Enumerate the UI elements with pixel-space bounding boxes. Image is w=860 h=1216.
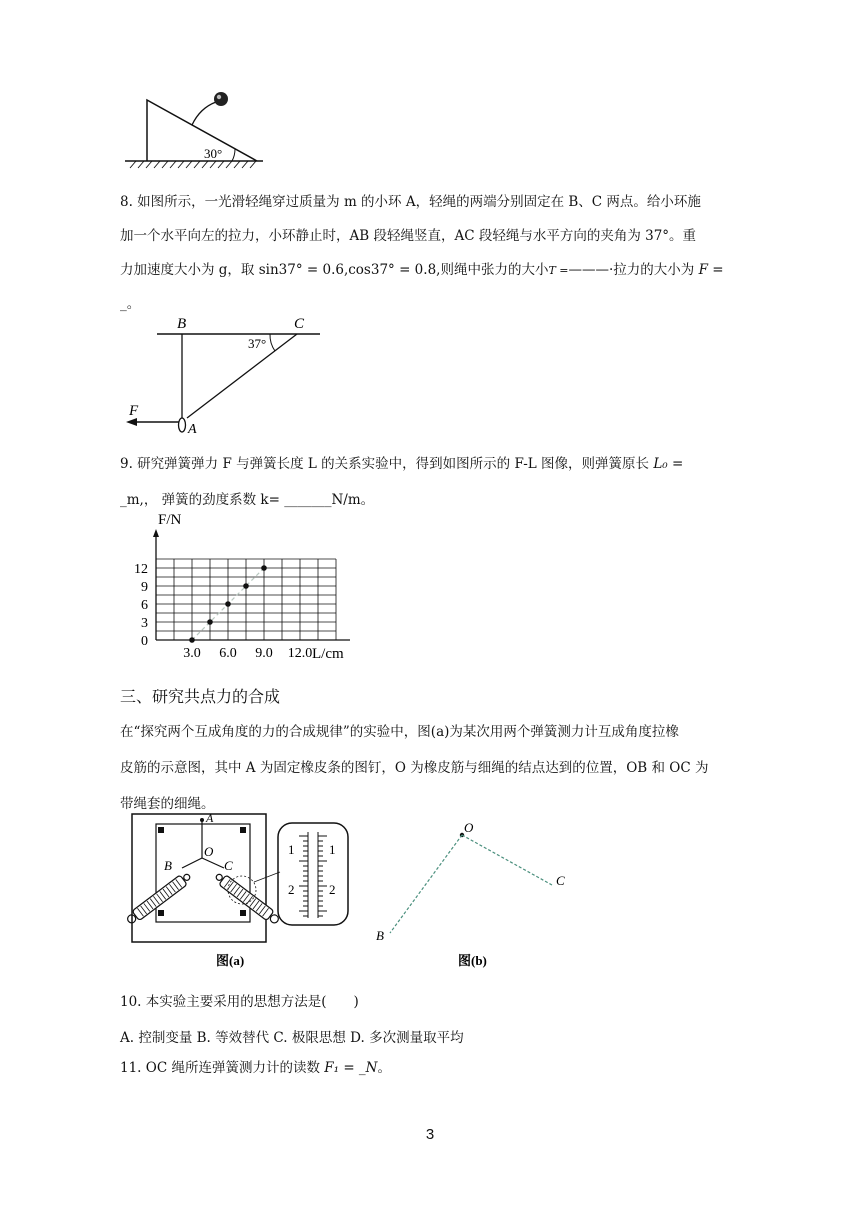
q9-line-2: _m,， 弹簧的劲度系数 k= _______N/m。 (120, 492, 375, 508)
q8-line-3-text: 力加速度大小为 g，取 sin37° = 0.6,cos37° = 0.8,则绳中张力的大小 (120, 262, 549, 278)
q11-f1-blank: F₁ = _N (324, 1060, 378, 1076)
q11-text: 11. OC 绳所连弹簧测力计的读数 (120, 1060, 320, 1076)
q9-line-1 (120, 452, 683, 472)
fig-b-caption: 图(b) (458, 953, 487, 968)
q9-line-1-text: 9. 研究弹簧弹力 F 与弹簧长度 L 的关系实验中，得到如图所示的 F-L 图像，则弹簧原长 (120, 456, 650, 472)
chart-x-tick-label: 9.0 (255, 646, 273, 661)
q8-label-a: A (188, 422, 197, 437)
q9-l0-symbol: L₀ = (653, 456, 684, 472)
fig-a-label-c: C (224, 858, 233, 873)
q8-angle-label: 37° (248, 336, 267, 351)
page-number: 3 (425, 1126, 435, 1143)
chart-x-tick-label: 6.0 (219, 646, 237, 661)
intro-line-2: 皮筋的示意图，其中 A 为固定橡皮条的图钉，O 为橡皮筋与细绳的结点达到的位置，OB 和 OC 为 (120, 760, 709, 776)
scale-label-2-right: 2 (329, 882, 336, 897)
chart-y-tick-label: 6 (141, 598, 148, 613)
figure-b (370, 815, 580, 975)
section-title: 三、研究共点力的合成 (120, 687, 281, 706)
chart-x-axis-label: L/cm (312, 646, 344, 662)
incline-figure (120, 88, 270, 170)
q10-question: 10. 本实验主要采用的思想方法是( ) (120, 994, 359, 1010)
q8-line-3 (120, 258, 724, 278)
f-l-chart (120, 508, 350, 666)
fig-b-label-b: B (376, 928, 384, 943)
fig-a-label-a: A (206, 811, 214, 825)
q8-tension-symbol: T = (548, 264, 569, 277)
chart-y-tick-label: 0 (141, 634, 148, 649)
scale-label-1-left: 1 (288, 842, 295, 857)
q8-line-1: 8. 如图所示，一光滑轻绳穿过质量为 m 的小环 A，轻绳的两端分别固定在 B、C 两点。给小环施 (120, 194, 701, 210)
scale-label-2-left: 2 (288, 882, 295, 897)
scale-label-1-right: 1 (329, 842, 336, 857)
fig-a-label-b: B (164, 858, 172, 873)
incline-angle-label: 30° (204, 146, 223, 161)
chart-data-point (261, 565, 267, 571)
chart-data-point (243, 583, 249, 589)
q8-blank-1: ———·拉力的大小为 (568, 262, 695, 278)
q8-figure (124, 312, 324, 437)
chart-y-axis-label: F/N (158, 512, 182, 528)
chart-y-tick-label: 12 (134, 562, 148, 577)
chart-grid (156, 559, 336, 640)
q8-line-4: _。 (120, 296, 141, 312)
q8-line-2: 加一个水平向左的拉力，小环静止时，AB 段轻绳竖直，AC 段轻绳与水平方向的夹角为 37°。重 (120, 228, 697, 244)
chart-data-point (189, 637, 195, 643)
chart-x-tick-label: 12.0 (287, 646, 313, 661)
chart-x-tick-label: 3.0 (183, 646, 201, 661)
fig-a-label-o: O (204, 844, 214, 859)
chart-y-tick-label: 9 (141, 580, 148, 595)
q11-end: 。 (377, 1060, 391, 1076)
q11-question (120, 1056, 391, 1076)
intro-line-1: 在“探究两个互成角度的力的合成规律”的实验中，图(a)为某次用两个弹簧测力计互成角度拉橡 (120, 724, 679, 740)
fig-b-label-o: O (464, 820, 474, 835)
fig-b-label-c: C (556, 873, 565, 888)
q8-label-b: B (177, 316, 187, 332)
q8-label-f: F (129, 403, 139, 419)
chart-data-point (225, 601, 231, 607)
fig-a-caption: 图(a) (216, 953, 245, 968)
intro-line-3: 带绳套的细绳。 (120, 796, 215, 812)
chart-y-tick-label: 3 (141, 616, 148, 631)
figure-a (120, 810, 360, 975)
chart-y-axis-arrow (153, 529, 159, 537)
chart-data-point (207, 619, 213, 625)
q10-options: A. 控制变量 B. 等效替代 C. 极限思想 D. 多次测量取平均 (120, 1030, 464, 1046)
q8-force-symbol: F = (698, 262, 724, 278)
q8-label-c: C (294, 316, 305, 332)
